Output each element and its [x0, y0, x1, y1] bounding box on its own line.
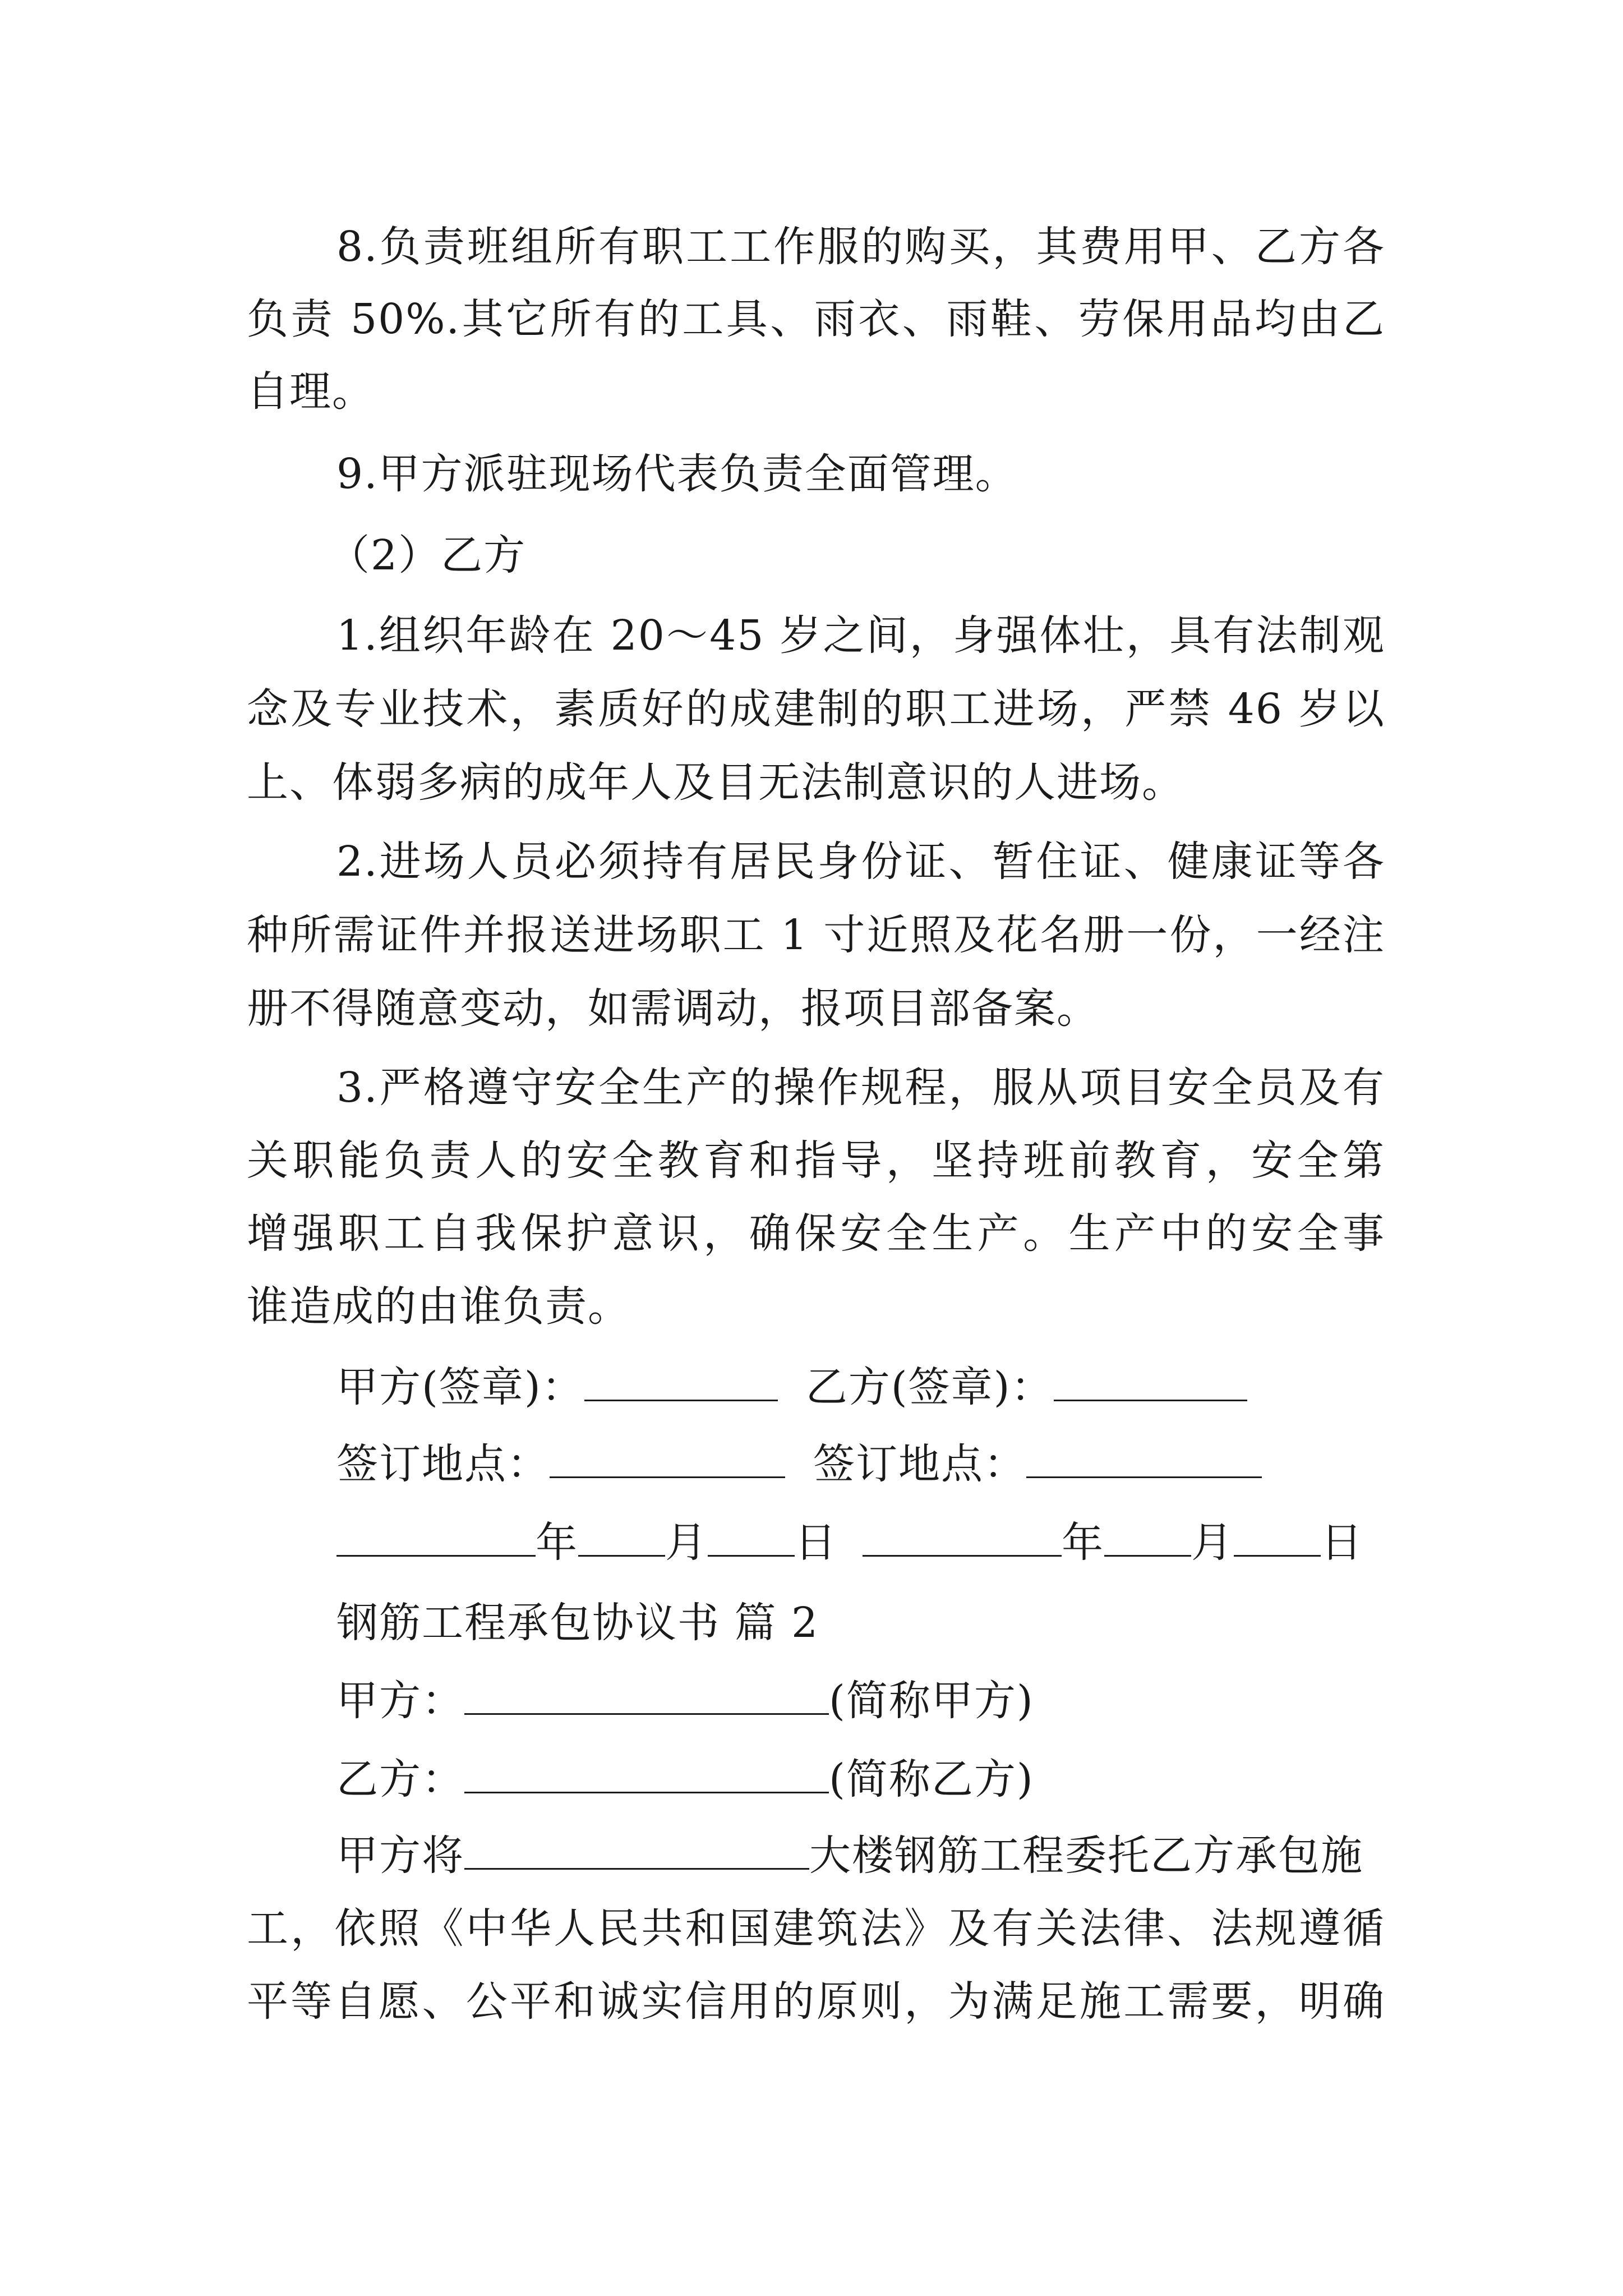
clause-b2-line-3: 册不得随意变动，如需调动，报项目部备案。: [247, 984, 1099, 1033]
section-2-party-a-row: [336, 1673, 1385, 1729]
date-b-month: 月: [1191, 1519, 1234, 1567]
subheading-party-b: （2）乙方: [328, 531, 527, 579]
date-a-month: 月: [665, 1519, 708, 1567]
clause-8-line-1: 8.负责班组所有职工工作服的购买，其费用甲、乙方各: [336, 223, 1385, 271]
section-2-building-blank[interactable]: [464, 1831, 809, 1870]
section-2-party-b-blank[interactable]: [464, 1755, 829, 1793]
place-a-label: 签订地点：: [336, 1440, 550, 1488]
party-a-sign-label: 甲方(签章)：: [336, 1363, 584, 1411]
date-b-month-blank[interactable]: [1104, 1518, 1191, 1557]
section-2-party-b-note: (简称乙方): [829, 1755, 1034, 1803]
section-2-intro-line-3: 平等自愿、公平和诚实信用的原则，为满足施工需要，明确: [247, 1977, 1385, 2026]
clause-9: 9.甲方派驻现场代表负责全面管理。: [336, 450, 1018, 498]
section-2-intro-line-2: 工，依照《中华人民共和国建筑法》及有关法律、法规遵循: [247, 1904, 1385, 1953]
clause-b2-line-2: 种所需证件并报送进场职工 1 寸近照及花名册一份，一经注: [247, 911, 1385, 959]
date-b-day: 日: [1321, 1519, 1363, 1567]
date-a-month-blank[interactable]: [578, 1518, 665, 1557]
clause-8-line-2: 负责 50%.其它所有的工具、雨衣、雨鞋、劳保用品均由乙: [247, 295, 1385, 343]
party-b-sign-blank[interactable]: [1054, 1363, 1247, 1401]
clause-b2-line-1: 2.进场人员必须持有居民身份证、暂住证、健康证等各: [336, 838, 1385, 886]
signature-row-parties: [336, 1359, 1385, 1415]
section-2-party-a-label: 甲方：: [336, 1677, 464, 1725]
section-2-party-a-note: (简称甲方): [829, 1677, 1034, 1725]
clause-b1-line-1: 1.组织年龄在 20～45 岁之间，身强体壮，具有法制观: [336, 611, 1385, 660]
section-2-party-b-label: 乙方：: [336, 1755, 464, 1803]
date-b-year-blank[interactable]: [863, 1518, 1062, 1557]
signature-row-place: [336, 1436, 1385, 1492]
signature-row-date: [336, 1515, 1385, 1571]
date-b-day-blank[interactable]: [1234, 1518, 1321, 1557]
date-a-day-blank[interactable]: [708, 1518, 795, 1557]
section-2-intro-prefix: 甲方将: [336, 1832, 464, 1880]
date-a-year: 年: [536, 1519, 578, 1567]
clause-b1-line-3: 上、体弱多病的成年人及目无法制意识的人进场。: [247, 758, 1184, 807]
section-2-party-b-row: [336, 1751, 1385, 1807]
date-a-day: 日: [795, 1519, 837, 1567]
clause-b3-line-1: 3.严格遵守安全生产的操作规程，服从项目安全员及有: [336, 1064, 1385, 1112]
place-b-label: 签订地点：: [813, 1440, 1026, 1488]
place-a-blank[interactable]: [550, 1439, 785, 1478]
date-a-year-blank[interactable]: [336, 1518, 536, 1557]
place-b-blank[interactable]: [1026, 1439, 1262, 1478]
date-b-year: 年: [1062, 1519, 1104, 1567]
section-2-intro-suffix: 大楼钢筋工程委托乙方承包施: [809, 1832, 1363, 1880]
clause-b3-line-4: 谁造成的由谁负责。: [247, 1282, 630, 1331]
clause-8-line-3: 自理。: [247, 367, 375, 416]
clause-b3-line-2: 关职能负责人的安全教育和指导，坚持班前教育，安全第: [247, 1137, 1385, 1185]
party-b-sign-label: 乙方(签章)：: [805, 1363, 1054, 1411]
section-2-intro-line-1: [336, 1828, 1385, 1884]
section-2-title: 钢筋工程承包协议书 篇 2: [336, 1599, 819, 1647]
clause-b3-line-3: 增强职工自我保护意识，确保安全生产。生产中的安全事: [247, 1209, 1385, 1258]
section-2-party-a-blank[interactable]: [464, 1676, 829, 1715]
party-a-sign-blank[interactable]: [584, 1363, 778, 1401]
clause-b1-line-2: 念及专业技术，素质好的成建制的职工进场，严禁 46 岁以: [247, 685, 1385, 733]
